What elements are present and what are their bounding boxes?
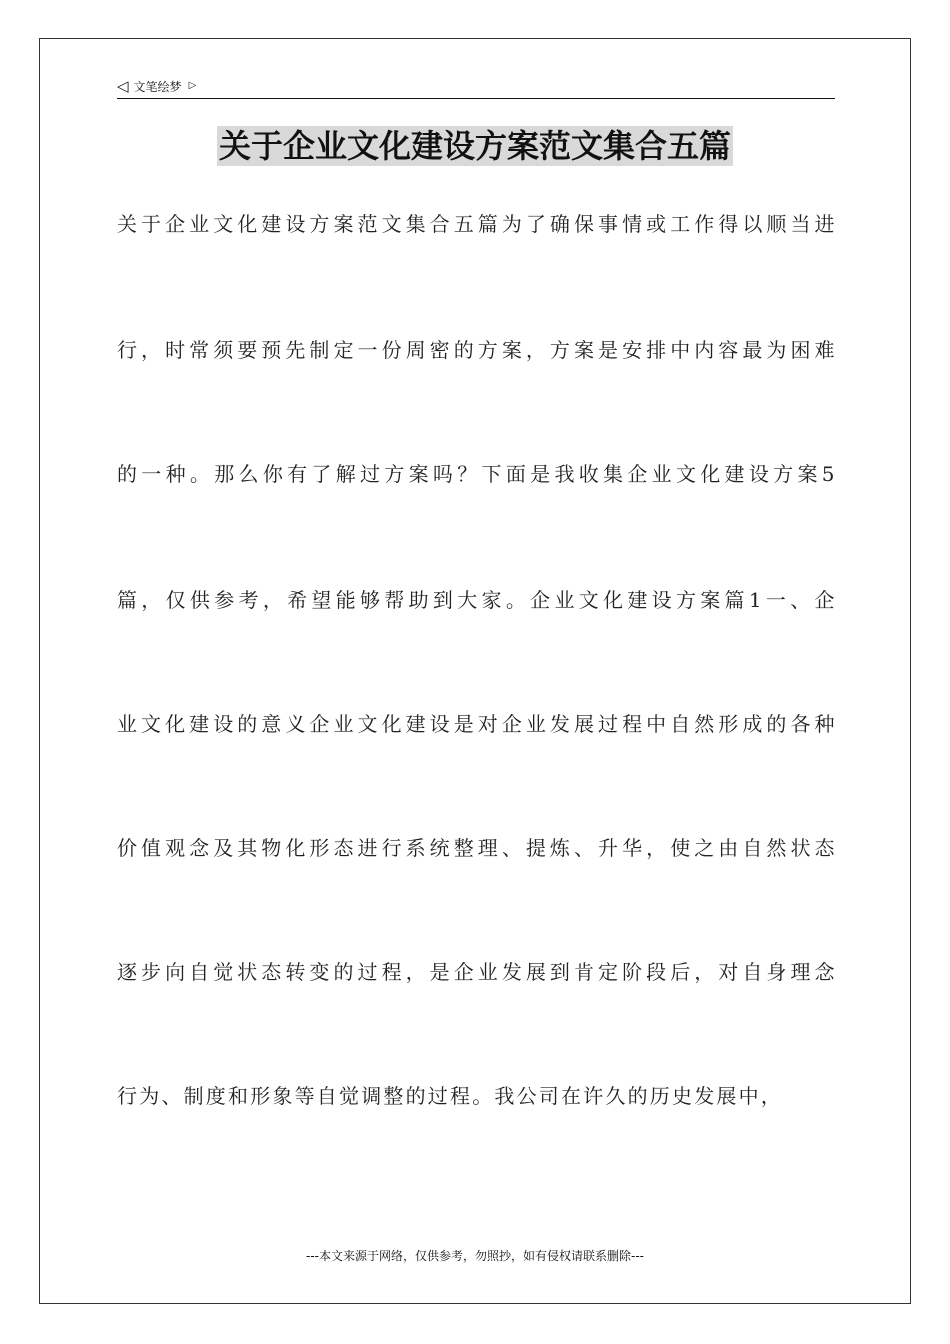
header-label: 文笔绘梦 [133,79,182,94]
body-line: 行，时常须要预先制定一份周密的方案，方案是安排中内容最为困难 [117,338,835,362]
body-line: 价值观念及其物化形态进行系统整理、提炼、升华，使之由自然状态 [117,836,835,860]
body-line: 业文化建设的意义企业文化建设是对企业发展过程中自然形成的各种 [117,712,835,736]
document-title: 关于企业文化建设方案范文集合五篇 [218,127,731,165]
body-line: 逐步向自觉状态转变的过程，是企业发展到肯定阶段后，对自身理念 [117,960,835,984]
body-line: 行为、制度和形象等自觉调整的过程。我公司在许久的历史发展中， [117,1084,783,1108]
body-line: 篇，仅供参考，希望能够帮助到大家。企业文化建设方案篇1一、企 [117,588,835,612]
body-line: 的一种。那么你有了解过方案吗？下面是我收集企业文化建设方案5 [117,462,835,486]
body-line: 关于企业文化建设方案范文集合五篇为了确保事情或工作得以顺当进 [117,212,835,236]
triangle-left-icon: ◁ [117,76,129,95]
footer-disclaimer: ---本文来源于网络，仅供参考，勿照抄，如有侵权请联系删除--- [306,1249,644,1263]
title-container [0,126,950,166]
triangle-right-icon: ▷ [188,80,197,91]
page-header [117,74,835,99]
